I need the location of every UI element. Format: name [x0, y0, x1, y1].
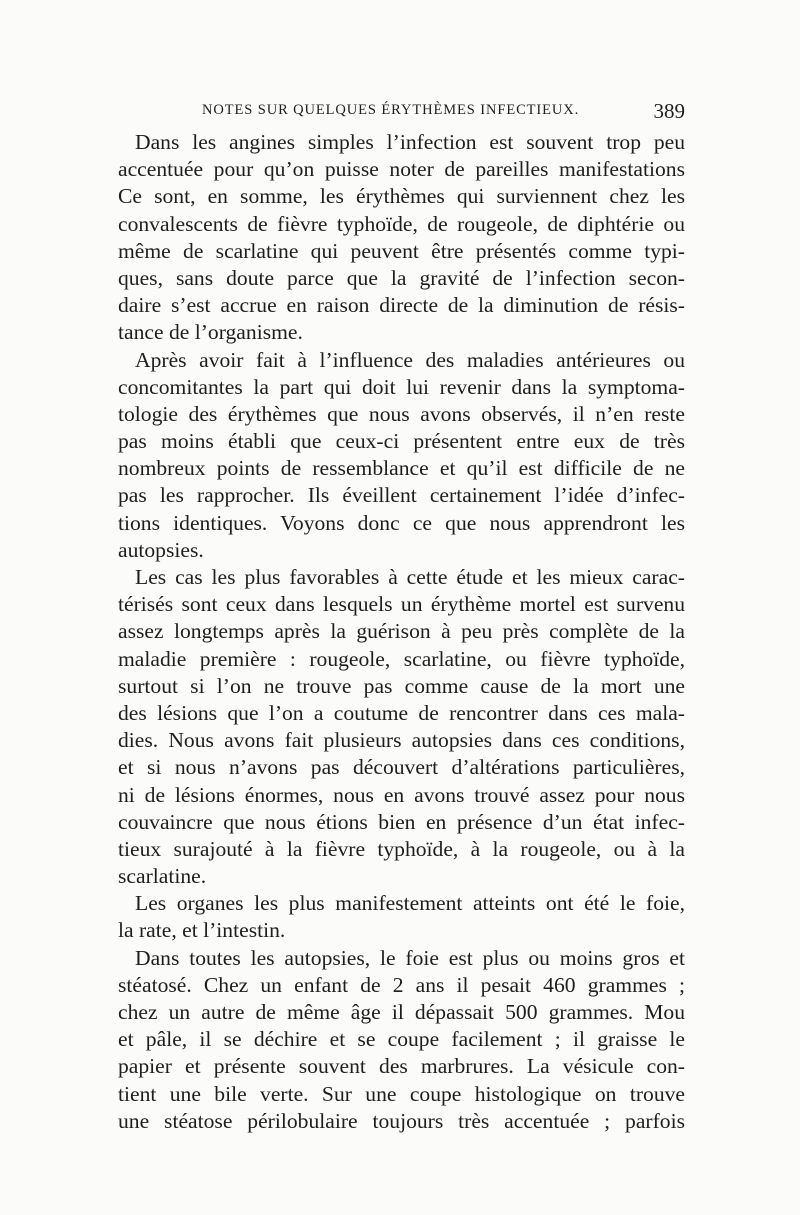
text-line: dies. Nous avons fait plusieurs autopsies dans ces conditions, — [118, 728, 685, 753]
text-line: Les cas les plus favorables à cette étude et les mieux carac- — [135, 565, 685, 589]
text-line: Dans les angines simples l’infection est souvent trop peu — [135, 130, 685, 154]
text-line: accentuée pour qu’on puisse noter de pareilles manifestations — [118, 157, 685, 182]
text-line: tions identiques. Voyons donc ce que nous apprendront les — [118, 510, 685, 535]
text-line: daire s’est accrue en raison directe de la diminution de résis- — [118, 293, 685, 318]
text-line: et pâle, il se déchire et se coupe facilement ; il graisse le — [118, 1027, 685, 1052]
text-line: convalescents de fièvre typhoïde, de rougeole, de diphtérie ou — [118, 211, 685, 236]
text-line: nombreux points de ressemblance et qu’il est difficile de ne — [118, 456, 685, 481]
text-line: tologie des érythèmes que nous avons observés, il n’en reste — [118, 401, 685, 426]
text-line: tance de l’organisme. — [118, 320, 303, 345]
text-line: térisés sont ceux dans lesquels un érythème mortel est survenu — [118, 592, 685, 617]
text-line: couvaincre que nous étions bien en présence d’un état infec- — [118, 809, 685, 834]
text-line: surtout si l’on ne trouve pas comme cause de la mort une — [118, 673, 685, 698]
text-line: concomitantes la part qui doit lui revenir dans la symptoma- — [118, 374, 685, 399]
text-line: Ce sont, en somme, les érythèmes qui surviennent chez les — [118, 184, 685, 209]
page-header — [118, 100, 685, 128]
body-text — [118, 129, 685, 1135]
text-line: des lésions que l’on a coutume de rencontrer dans ces mala- — [118, 700, 685, 725]
running-title: NOTES SUR QUELQUES ÉRYTHÈMES INFECTIEUX. — [202, 102, 580, 118]
text-line: pas moins établi que ceux-ci présentent entre eux de très — [118, 429, 685, 454]
text-line: Après avoir fait à l’influence des maladies antérieures ou — [135, 347, 685, 372]
text-line: scarlatine. — [118, 864, 207, 889]
text-line: une stéatose périlobulaire toujours très accentuée ; parfois — [118, 1108, 685, 1133]
text-line: tient une bile verte. Sur une coupe histologique on trouve — [118, 1081, 685, 1106]
text-line: pas les rapprocher. Ils éveillent certainement l’idée d’infec- — [118, 483, 685, 508]
text-line: même de scarlatine qui peuvent être présentés comme typi- — [118, 238, 685, 263]
text-line: Dans toutes les autopsies, le foie est plus ou moins gros et — [135, 945, 685, 970]
text-line: autopsies. — [118, 537, 204, 562]
text-line: maladie première : rougeole, scarlatine, ou fièvre typhoïde, — [118, 646, 685, 671]
text-line: ni de lésions énormes, nous en avons trouvé assez pour nous — [118, 782, 685, 807]
text-line: assez longtemps après la guérison à peu près complète de la — [118, 619, 685, 644]
text-line: Les organes les plus manifestement atteints ont été le foie, — [135, 891, 685, 916]
text-line: ques, sans doute parce que la gravité de l’infection secon- — [118, 265, 685, 290]
text-line: et si nous n’avons pas découvert d’altérations particulières, — [118, 755, 685, 780]
text-line: chez un autre de même âge il dépassait 500 grammes. Mou — [118, 1000, 685, 1024]
text-line: tieux surajouté à la fièvre typhoïde, à la rougeole, ou à la — [118, 836, 685, 861]
text-line: papier et présente souvent des marbrures. La vésicule con- — [118, 1054, 685, 1079]
page-number: 389 — [653, 99, 685, 123]
text-line: stéatosé. Chez un enfant de 2 ans il pesait 460 grammes ; — [118, 972, 685, 997]
text-line: la rate, et l’intestin. — [118, 918, 286, 943]
